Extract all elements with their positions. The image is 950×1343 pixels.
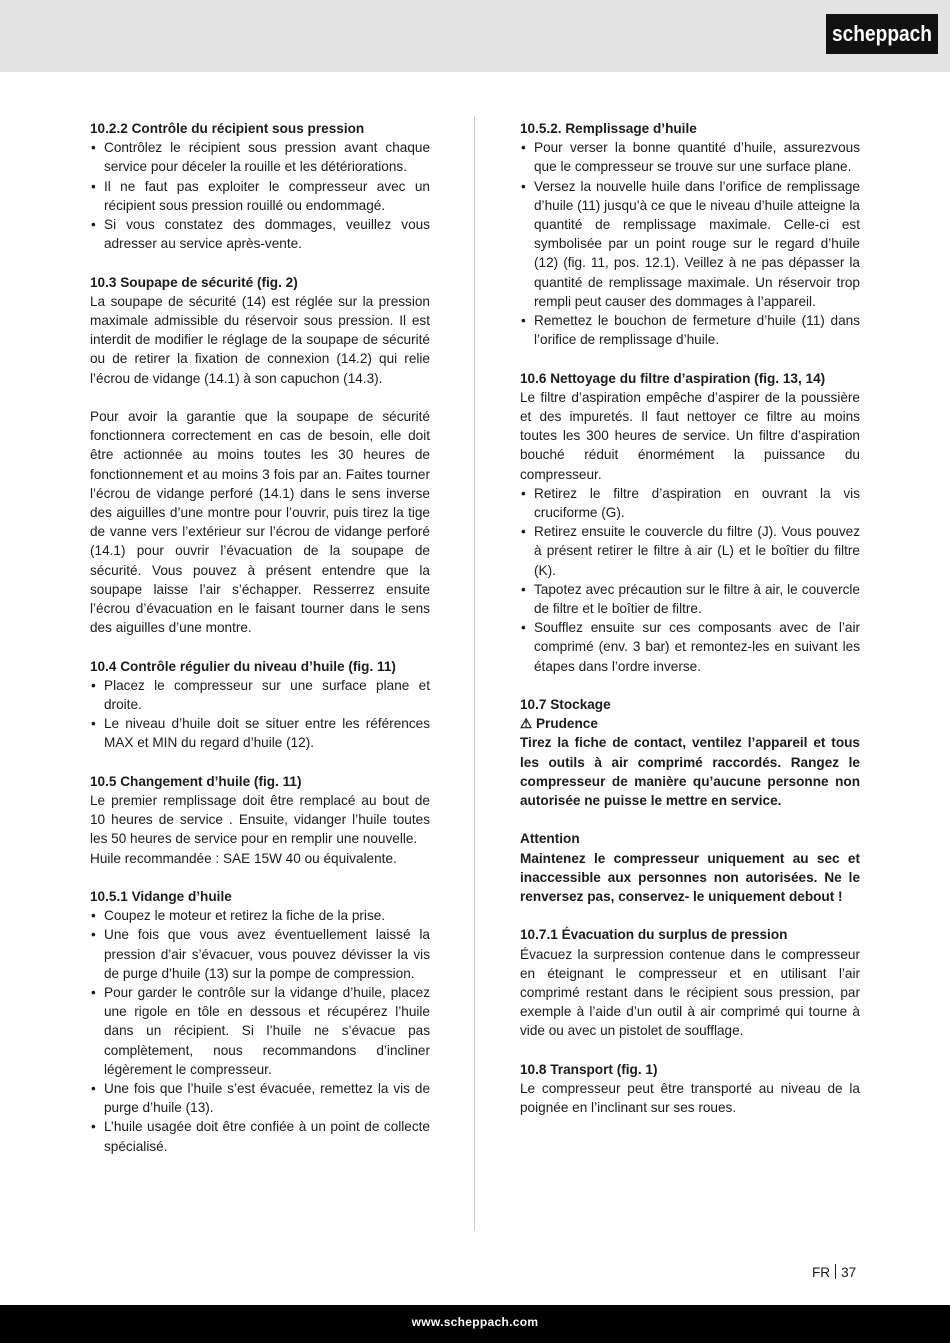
- bullet-list: [520, 484, 860, 676]
- section-title: 10.7.1 Évacuation du surplus de pression: [520, 927, 788, 943]
- list-item: • L’huile usagée doit être confiée à un point de collecte spécialisé.: [90, 1117, 430, 1155]
- section-10-5: [90, 772, 430, 868]
- attention-title: Attention: [520, 831, 580, 847]
- section-10-4: [90, 657, 430, 753]
- list-item: • Remettez le bouchon de fermeture d’huile (11) dans l’orifice de remplissage d’huile.: [520, 311, 860, 349]
- bullet-list: [90, 676, 430, 753]
- section-title: 10.8 Transport (fig. 1): [520, 1061, 658, 1077]
- column-divider: [474, 116, 475, 1231]
- svg-text:scheppach: scheppach: [832, 21, 932, 46]
- list-item: • Soufflez ensuite sur ces composants avec de l’air comprimé (env. 3 bar) et remontez-les en suivant les étapes dans l’ordre inverse.: [520, 618, 860, 676]
- paragraph: Le filtre d’aspiration empêche d’aspirer de la poussière et des impuretés. Il faut nettoyer ce filtre au moins toutes les 300 heures de service. Un filtre d’aspiration bouché réduit énormément la puissance du compresseur.: [520, 389, 860, 482]
- list-item: • Contrôlez le récipient sous pression avant chaque service pour déceler la rouille et les détériorations.: [90, 138, 430, 176]
- left-column: [90, 119, 430, 1175]
- bullet-list: [90, 906, 430, 1156]
- list-item: • Coupez le moteur et retirez la fiche de la prise.: [90, 906, 430, 925]
- scheppach-logo: [826, 14, 938, 54]
- list-item: • Pour verser la bonne quantité d’huile, assurezvous que le compresseur se trouve sur une surface plane.: [520, 138, 860, 176]
- list-item: • Placez le compresseur sur une surface plane et droite.: [90, 676, 430, 714]
- list-item: • Le niveau d’huile doit se situer entre les références MAX et MIN du regard d’huile (12).: [90, 714, 430, 752]
- section-10-8: [520, 1060, 860, 1118]
- caution-heading: [520, 714, 860, 733]
- page-number: [812, 1264, 856, 1280]
- bullet-list: [520, 138, 860, 349]
- section-10-5-1: [90, 887, 430, 1156]
- paragraph: Huile recommandée : SAE 15W 40 ou équivalente.: [90, 850, 397, 866]
- warning-triangle-icon: ⚠: [520, 716, 533, 732]
- list-item: • Une fois que vous avez éventuellement laissé la pression d’air s’évacuer, vous pouvez dévisser la vis de purge d’huile (13) sur la pompe de compression.: [90, 925, 430, 983]
- section-10-7: [520, 695, 860, 906]
- section-title: 10.3 Soupape de sécurité (fig. 2): [90, 274, 298, 290]
- section-title: 10.5.2. Remplissage d’huile: [520, 121, 697, 136]
- list-item: • Versez la nouvelle huile dans l’orifice de remplissage d’huile (11) jusqu’à ce que le niveau d’huile atteigne la quantité de remplissage maximale. Celle-ci est symbolisée par un point rouge sur le regard d’huile (12) (fig. 11, pos. 12.1). Veillez à ne pas dépasser la quantité de remplissage maximale. Un réservoir trop rempli peut causer des dommages à l’appareil.: [520, 177, 860, 311]
- paragraph: Le compresseur peut être transporté au niveau de la poignée en l’inclinant sur ses roues.: [520, 1081, 860, 1116]
- section-title: 10.5.1 Vidange d’huile: [90, 889, 232, 905]
- page-language: FR: [812, 1265, 831, 1280]
- paragraph: Évacuez la surpression contenue dans le compresseur en éteignant le compresseur et en utilisant l’air comprimé restant dans le récipient sous pression, par exemple à l’aide d’un outil à air comprimé qui tourne à vide ou avec un pistolet de soufflage.: [520, 946, 860, 1039]
- paragraph: La soupape de sécurité (14) est réglée sur la pression maximale admissible du réservoir sous pression. Il est interdit de modifier le réglage de la soupape de sécurité ou de retirer la fixation de connexion (14.2) qui relie l’écrou de vidange (14.1) à son capuchon (14.3).: [90, 293, 430, 386]
- header-bar: [0, 0, 950, 72]
- list-item: • Si vous constatez des dommages, veuillez vous adresser au service après-vente.: [90, 215, 430, 253]
- list-item: • Retirez le filtre d’aspiration en ouvrant la vis cruciforme (G).: [520, 484, 860, 522]
- attention-text: Maintenez le compresseur uniquement au sec et inaccessible aux personnes non autorisées. Ne le renversez pas, conservez- le uniquement debout !: [520, 850, 860, 905]
- section-10-3: [90, 273, 430, 638]
- section-title: 10.5 Changement d’huile (fig. 11): [90, 773, 302, 789]
- section-title: 10.7 Stockage: [520, 697, 611, 713]
- section-10-6: [520, 369, 860, 676]
- footer-url: www.scheppach.com: [411, 1315, 539, 1329]
- list-item: • Il ne faut pas exploiter le compresseur avec un récipient sous pression rouillé ou endommagé.: [90, 177, 430, 215]
- section-10-2-2: [90, 119, 430, 253]
- list-item: • Retirez ensuite le couvercle du filtre (J). Vous pouvez à présent retirer le filtre à air (L) et le boîtier du filtre (K).: [520, 522, 860, 580]
- page-number-value: 37: [841, 1265, 857, 1280]
- section-title: 10.2.2 Contrôle du récipient sous pression: [90, 121, 365, 136]
- caution-label: Prudence: [535, 716, 598, 732]
- section-10-5-2: [520, 119, 860, 349]
- caution-text: Tirez la fiche de contact, ventilez l’appareil et tous les outils à air comprimé raccordés. Rangez le compresseur de manière qu’aucune personne non autorisée ne puisse le mettre en service.: [520, 735, 860, 809]
- list-item: • Tapotez avec précaution sur le filtre à air, le couvercle de filtre et le boîtier de filtre.: [520, 580, 860, 618]
- paragraph: Pour avoir la garantie que la soupape de sécurité fonctionnera correctement en cas de besoin, elle doit être actionnée au moins toutes les 30 heures de fonctionnement et au moins 3 fois par an. Faites tourner l’écrou de vidange perforé (14.1) dans le sens inverse des aiguilles d’une montre pour l’ouvrir, puis tirez la tige de vanne vers l’extérieur sur l’écrou de vidange perforé (14.1) pour ouvrir l’évacuation de la soupape de sécurité. Vous pouvez à présent entendre que la soupape laisse l’air s’échapper. Resserrez ensuite l’écrou d’évacuation en le faisant tourner dans le sens des aiguilles d’une montre.: [90, 409, 430, 636]
- footer-bar: [0, 1305, 950, 1343]
- section-10-7-1: [520, 925, 860, 1040]
- bullet-list: [90, 138, 430, 253]
- section-title: 10.4 Contrôle régulier du niveau d’huile (fig. 11): [90, 658, 396, 674]
- list-item: • Une fois que l’huile s’est évacuée, remettez la vis de purge d’huile (13).: [90, 1079, 430, 1117]
- list-item: • Pour garder le contrôle sur la vidange d’huile, placez une rigole en tôle en dessous et récupérez l’huile dans un récipient. Si l’huile ne s’évacue pas complètement, nous recommandons d’incliner légèrement le compresseur.: [90, 983, 430, 1079]
- paragraph: Le premier remplissage doit être remplacé au bout de 10 heures de service . Ensuite, vidanger l’huile toutes les 50 heures de service pour en remplir une nouvelle.: [90, 793, 430, 847]
- section-title: 10.6 Nettoyage du filtre d’aspiration (fig. 13, 14): [520, 370, 826, 386]
- right-column: [520, 119, 860, 1137]
